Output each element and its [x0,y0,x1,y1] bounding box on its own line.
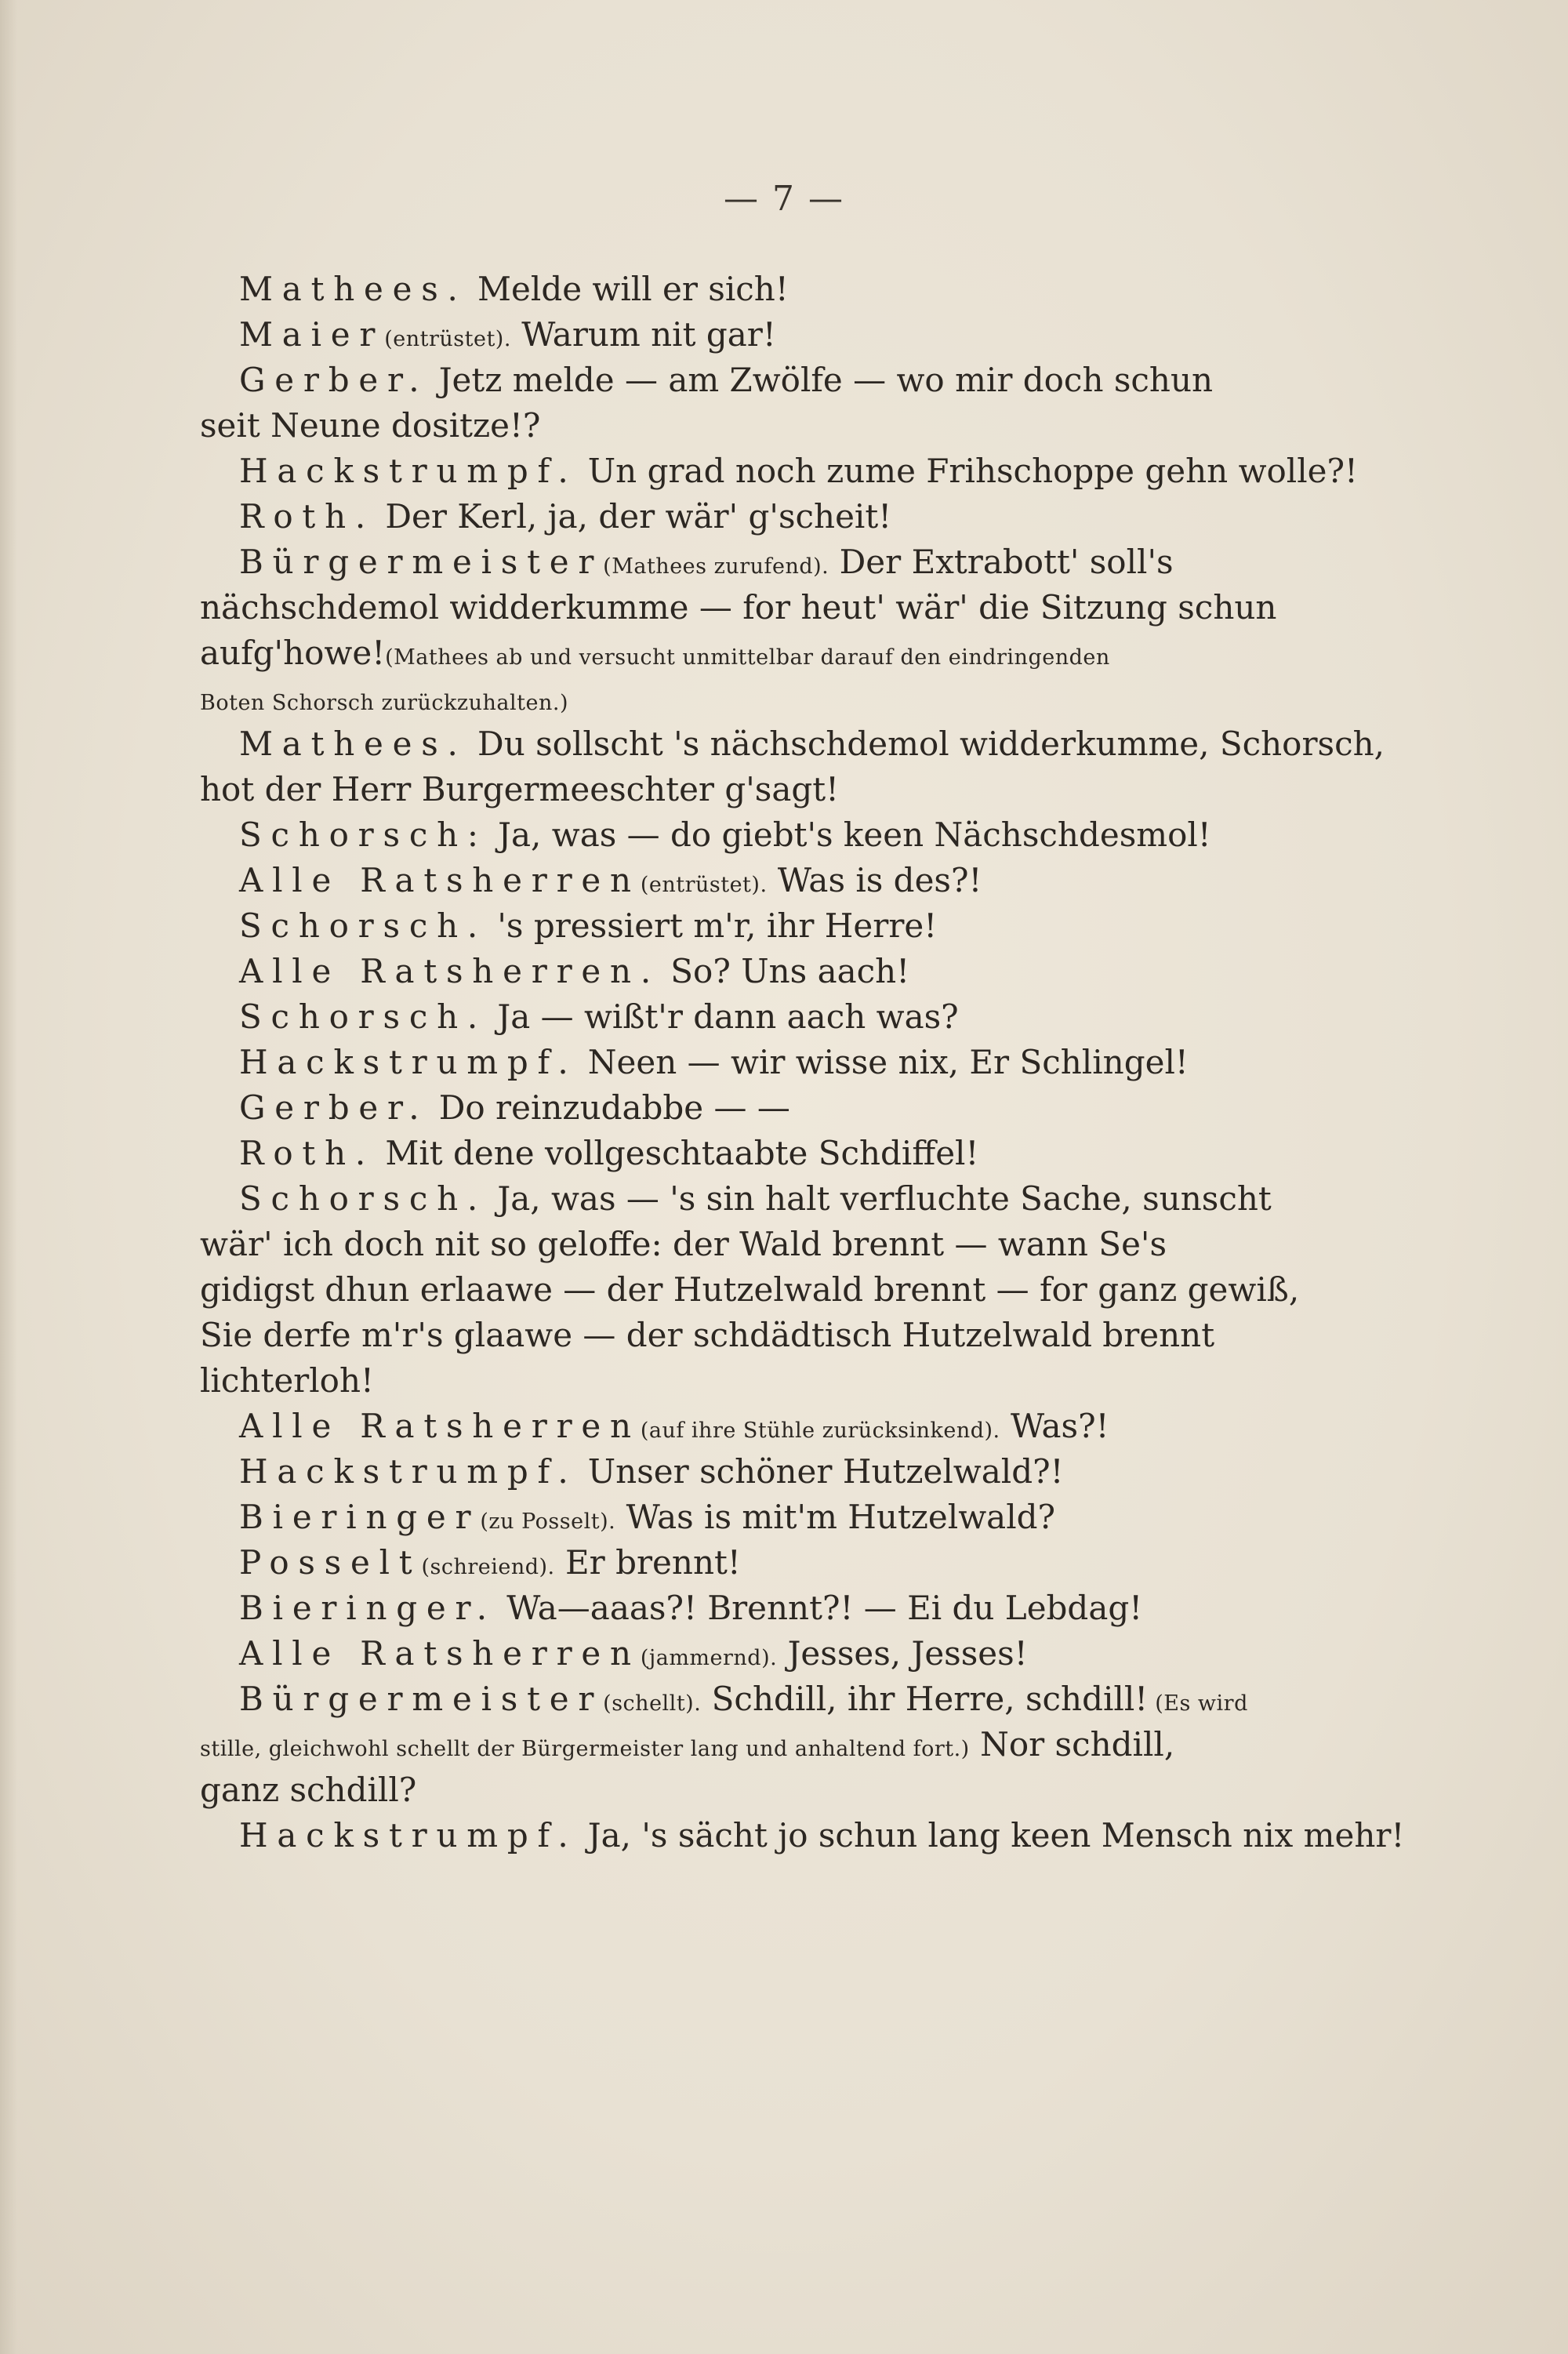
text-line [200,1631,1305,1676]
stage-direction: (zu Posselt). [480,1509,616,1534]
text-line [200,539,1305,585]
stage-direction: (entrüstet). [640,873,768,897]
dialogue-text: Sie derfe m'r's glaawe — der schdädtisch Hutzelwald brennt [200,1316,1215,1354]
stage-direction: (auf ihre Stühle zurücksinkend). [640,1419,1000,1443]
dialogue-text: Unser schöner Hutzelwald?! [577,1452,1064,1491]
dialogue-text: Wa—aaas?! Brennt?! — Ei du Lebdag! [495,1589,1143,1627]
speaker-name: Bürgermeister [239,1680,604,1718]
text-line [200,1676,1305,1722]
dialogue-text: Schdill, ihr Herre, schdill! [701,1680,1149,1718]
speaker-name: Hackstrumpf. [239,1816,578,1855]
text-line [200,1495,1305,1540]
dialogue-text: Nor schdill, [969,1725,1175,1764]
dialogue-text: 's pressiert m'r, ihr Herre! [487,906,938,945]
stage-direction: (schellt). [603,1691,702,1716]
stage-direction: (Mathees zurufend). [603,554,829,579]
dialogue-text: Ja, 's sächt jo schun lang keen Mensch nix mehr! [577,1816,1405,1855]
text-line [200,1404,1305,1449]
play-text [200,267,1405,1858]
dialogue-text: Du sollscht 's nächschdemol widderkumme, Schorsch, [466,725,1385,763]
dialogue-text: Der Extrabott' soll's [829,543,1174,581]
speaker-name: Hackstrumpf. [239,1043,578,1081]
text-line [200,1722,1305,1767]
speaker-name: Maier [239,315,385,354]
speaker-name: Bürgermeister [239,543,604,581]
text-line [200,403,1305,449]
text-line [200,1313,1305,1358]
text-line [200,767,1305,812]
speaker-name: Roth. [239,1134,375,1172]
speaker-name: Gerber. [239,1088,429,1127]
text-line [200,721,1385,767]
dialogue-text: wär' ich doch nit so geloffe: der Wald brennt — wann Se's [200,1225,1167,1263]
text-line [200,1449,1305,1495]
speaker-name: Mathees. [239,725,467,763]
text-line [200,1176,1305,1222]
stage-direction: Boten Schorsch zurückzuhalten.) [200,691,568,715]
dialogue-text: Ja — wißt'r dann aach was? [487,997,959,1036]
dialogue-text: seit Neune dositze!? [200,406,541,445]
stage-direction: (Es wird [1148,1691,1248,1716]
dialogue-text: Er brennt! [554,1543,741,1582]
text-line [200,358,1305,403]
text-line [200,1586,1305,1631]
text-line [200,630,1305,676]
text-line [200,994,1305,1040]
text-line [200,1267,1305,1313]
dialogue-text: nächschdemol widderkumme — for heut' wär' die Sitzung schun [200,588,1277,627]
dialogue-text: aufg'howe! [200,634,386,672]
speaker-name: Alle Ratsherren [239,1634,641,1673]
speaker-name: Hackstrumpf. [239,1452,578,1491]
dialogue-text: hot der Herr Burgermeeschter g'sagt! [200,770,840,808]
dialogue-text: Ja, was — 's sin halt verfluchte Sache, sunscht [487,1179,1272,1218]
text-line [200,1767,1305,1813]
stage-direction: (schreiend). [421,1555,555,1579]
text-line [200,858,1305,903]
speaker-name: Roth. [239,497,375,536]
speaker-name: Posselt [239,1543,422,1582]
speaker-name: Schorsch. [239,997,488,1036]
dialogue-text: Jetz melde — am Zwölfe — wo mir doch schun [428,361,1214,399]
dialogue-text: Do reinzudabbe — — [428,1088,790,1127]
dialogue-text: Jesses, Jesses! [777,1634,1028,1673]
text-line [200,1085,1305,1131]
speaker-name: Schorsch: [239,816,488,854]
text-line [200,585,1305,630]
dialogue-text: Neen — wir wisse nix, Er Schlingel! [577,1043,1189,1081]
stage-direction: stille, gleichwohl schellt der Bürgermeister lang und anhaltend fort.) [200,1737,970,1761]
speaker-name: Schorsch. [239,1179,488,1218]
stage-direction: (Mathees ab und versucht unmittelbar darauf den eindringenden [385,645,1110,670]
text-line [200,267,1305,312]
dialogue-text: Der Kerl, ja, der wär' g'scheit! [375,497,892,536]
speaker-name: Alle Ratsherren [239,861,641,899]
text-line [200,949,1305,994]
dialogue-text: lichterloh! [200,1361,374,1400]
text-line [200,676,1305,721]
text-line [200,1813,1405,1858]
speaker-name: Hackstrumpf. [239,452,578,490]
text-line [200,1540,1305,1586]
text-line [200,1131,1305,1176]
speaker-name: Gerber. [239,361,429,399]
speaker-name: Bieringer [239,1498,481,1536]
text-line [200,812,1305,858]
dialogue-text: Mit dene vollgeschtaabte Schdiffel! [375,1134,979,1172]
text-line [200,903,1305,949]
dialogue-text: So? Uns aach! [659,952,910,990]
text-line [200,1222,1305,1267]
dialogue-text: Was is mit'm Hutzelwald? [615,1498,1056,1536]
dialogue-text: Un grad noch zume Frihschoppe gehn wolle?! [577,452,1358,490]
text-line [200,312,1305,358]
stage-direction: (jammernd). [640,1646,778,1670]
page-number: — 7 — [724,179,844,219]
stage-direction: (entrüstet). [384,327,511,351]
text-line [200,449,1358,494]
text-line [200,1358,1305,1404]
speaker-name: Bieringer. [239,1589,496,1627]
dialogue-text: Warum nit gar! [510,315,776,354]
text-line [200,1040,1305,1085]
dialogue-text: Was?! [1000,1407,1109,1445]
dialogue-text: gidigst dhun erlaawe — der Hutzelwald brennt — for ganz gewiß, [200,1270,1300,1309]
dialogue-text: Ja, was — do giebt's keen Nächschdesmol! [487,816,1211,854]
speaker-name: Alle Ratsherren. [239,952,660,990]
text-line [200,494,1305,539]
speaker-name: Alle Ratsherren [239,1407,641,1445]
speaker-name: Schorsch. [239,906,488,945]
dialogue-text: ganz schdill? [200,1771,417,1809]
dialogue-text: Melde will er sich! [466,270,789,308]
dialogue-text: Was is des?! [767,861,982,899]
speaker-name: Mathees. [239,270,467,308]
